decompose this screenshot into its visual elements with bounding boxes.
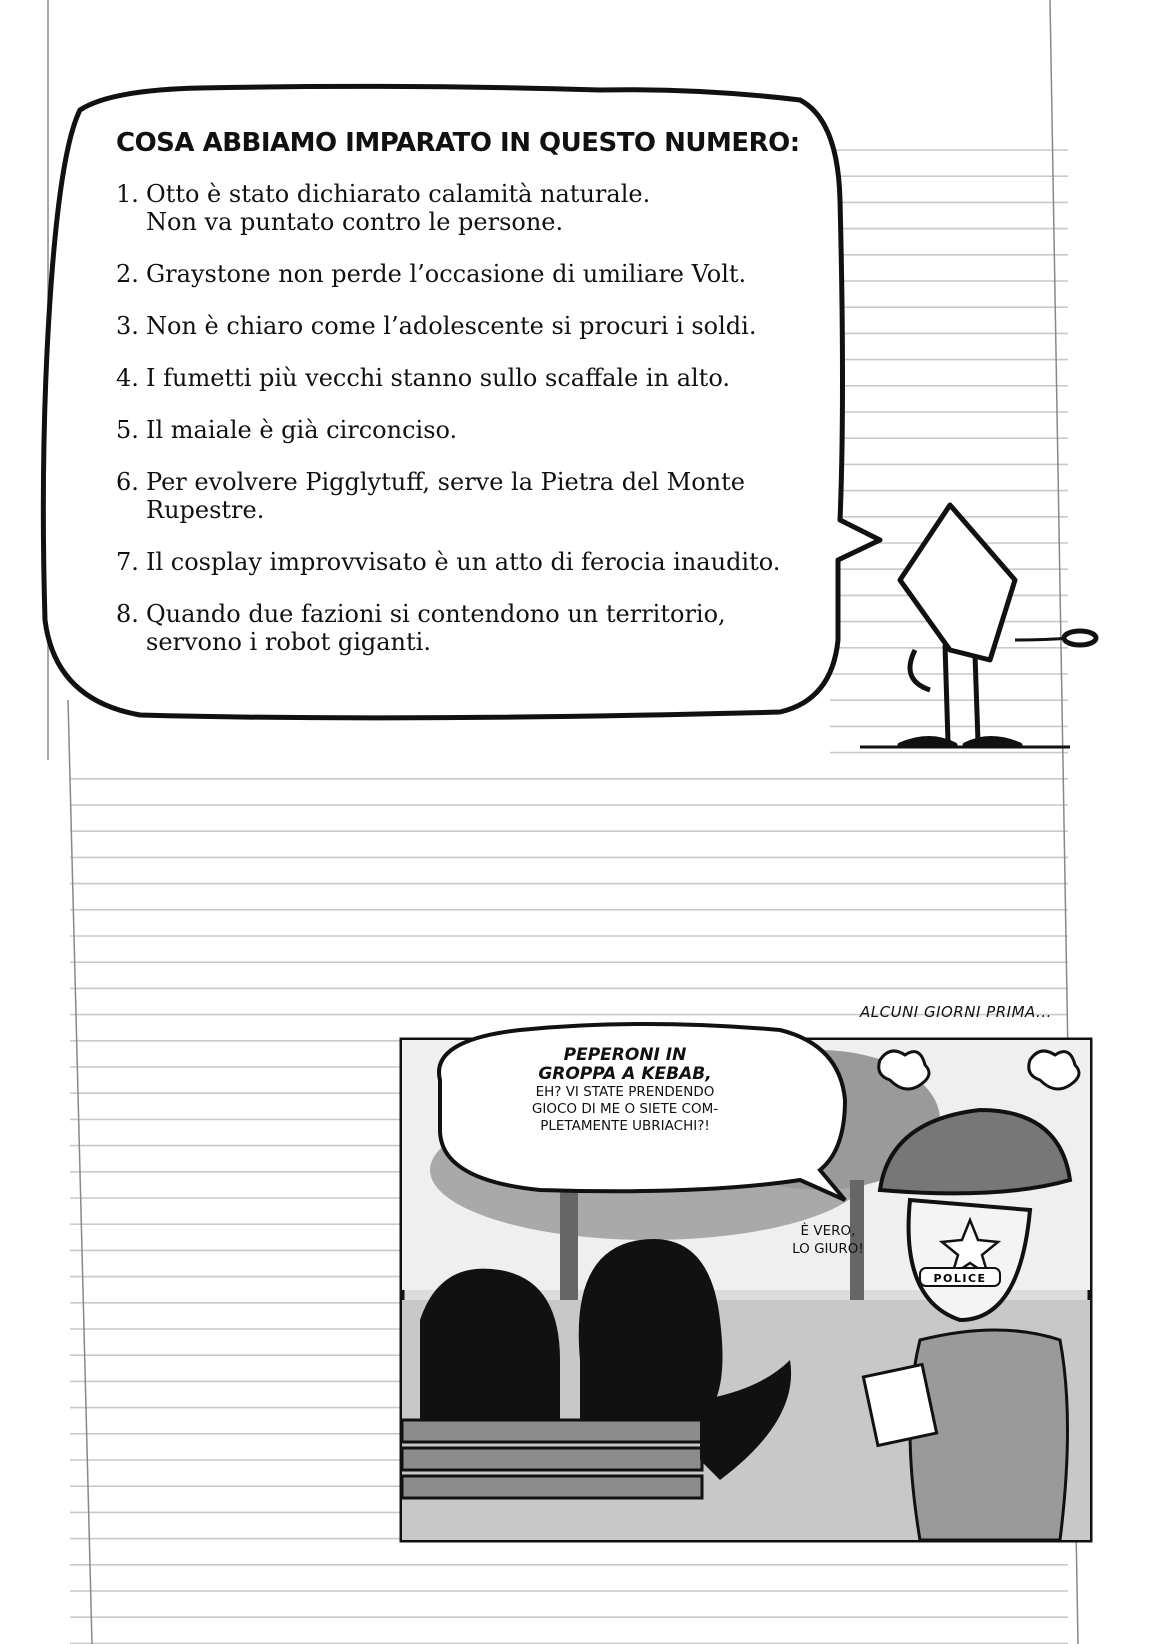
speech-text [490, 1046, 760, 1135]
recap-item-text: Per evolvere Pigglytuff, serve la Pietra del Monte Rupestre. [146, 468, 745, 524]
recap-item [116, 312, 826, 340]
recap-item-text: Non è chiaro come l’adolescente si procuri i soldi. [146, 312, 757, 340]
recap-item [116, 364, 826, 392]
recap-item-number: 3. [116, 312, 139, 340]
recap-item-text: Graystone non perde l’occasione di umiliare Volt. [146, 260, 747, 288]
speech-rest: EH? VI STATE PRENDENDO GIOCO DI ME O SIETE COM- PLETAMENTE UBRIACHI?! [531, 1084, 719, 1134]
police-badge-label: POLICE [933, 1272, 987, 1285]
reply-text: È VERO, LO GIURO! [792, 1223, 864, 1257]
recap-item-text: Il maiale è già circonciso. [146, 416, 458, 444]
recap-item [116, 600, 826, 656]
recap-item-text: Il cosplay improvvisato è un atto di ferocia inaudito. [146, 548, 781, 576]
recap-item-number: 2. [116, 260, 139, 288]
recap-item-number: 5. [116, 416, 139, 444]
recap-item-number: 1. [116, 180, 139, 208]
speech-emphasis: PEPERONI IN GROPPA A KEBAB, [538, 1045, 712, 1084]
recap-item [116, 548, 826, 576]
recap-item-number: 8. [116, 600, 139, 628]
recap-item [116, 260, 826, 288]
recap-item-text: I fumetti più vecchi stanno sullo scaffale in alto. [146, 364, 730, 392]
recap-item-text: Quando due fazioni si contendono un territorio, servono i robot giganti. [146, 600, 726, 656]
recap-item-text: Otto è stato dichiarato calamità naturale. Non va puntato contro le persone. [146, 180, 651, 236]
recap-list [106, 128, 826, 680]
recap-item-number: 4. [116, 364, 139, 392]
recap-item [116, 180, 826, 236]
recap-item [116, 468, 826, 524]
panel-caption: ALCUNI GIORNI PRIMA... [860, 1003, 1052, 1021]
recap-item [116, 416, 826, 444]
recap-item-number: 6. [116, 468, 139, 496]
recap-heading: COSA ABBIAMO IMPARATO IN QUESTO NUMERO: [116, 128, 800, 158]
recap-item-number: 7. [116, 548, 139, 576]
